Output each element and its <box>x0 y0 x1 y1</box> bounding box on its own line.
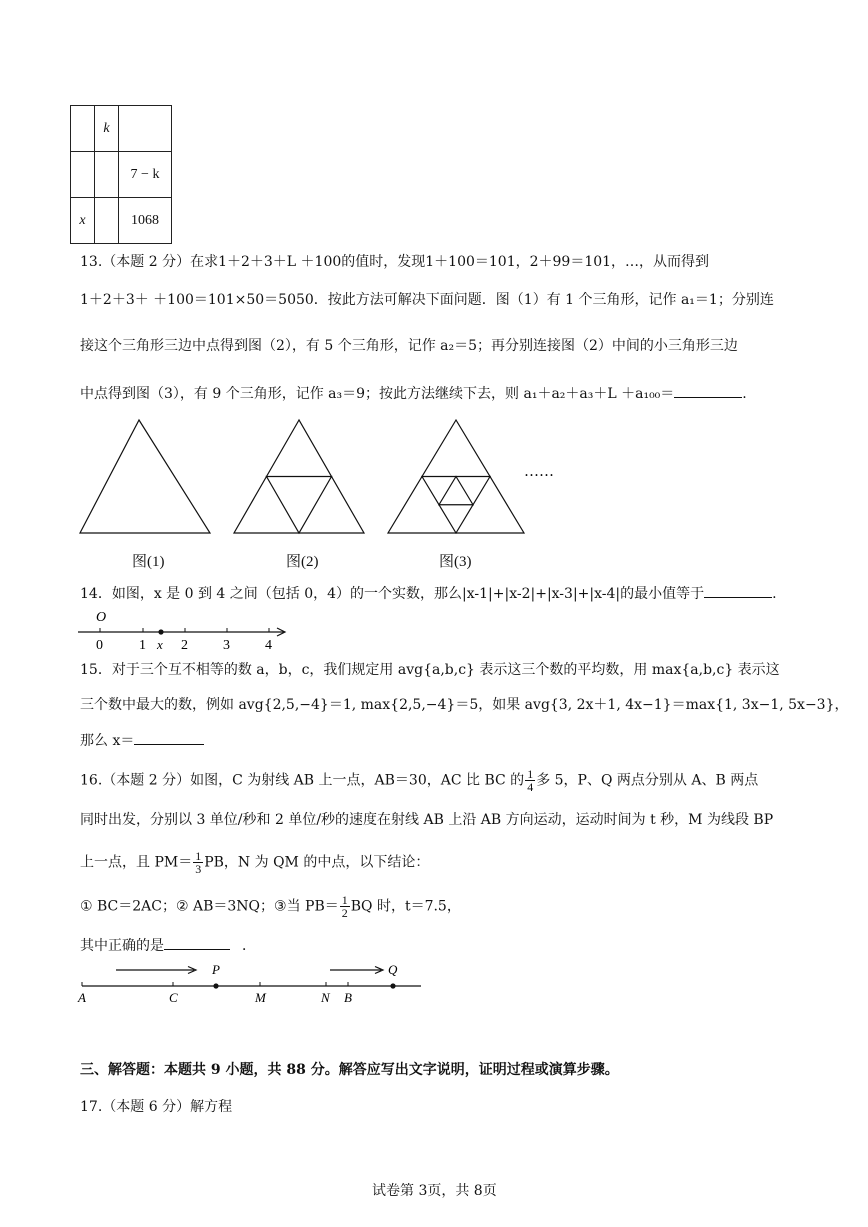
q16-line-4-b: BQ 时，t＝7.5， <box>350 898 461 915</box>
tick-label: 3 <box>223 638 230 652</box>
table-cell: k <box>95 106 119 152</box>
fraction-one-half <box>340 894 350 919</box>
answer-table <box>70 105 172 244</box>
fraction-one-quarter <box>525 768 535 793</box>
tick-label: 2 <box>181 638 188 652</box>
triangle-figures <box>70 415 590 545</box>
q15-line-3-text: 那么 x＝ <box>80 733 135 749</box>
q16-line-4-a: ① BC＝2AC；② AB＝3NQ；③当 PB＝ <box>80 898 339 915</box>
section-3-heading: 三、解答题：本题共 9 小题，共 88 分。解答应写出文字说明，证明过程或演算步骤。 <box>80 1062 619 1078</box>
page-footer: 试卷第 3页，共 8页 <box>372 1183 497 1199</box>
table-cell <box>71 152 95 198</box>
label-m: M <box>255 990 266 1005</box>
q16-line-3-b: PB，N 为 QM 的中点，以下结论： <box>204 854 430 871</box>
point-q <box>390 983 395 988</box>
q15-line-1: 15．对于三个互不相等的数 a，b，c，我们规定用 avg{a,b,c} 表示这三个数的平均数，用 max{a,b,c} 表示这 <box>80 662 780 678</box>
q16-line-1-b: 多 5，P、Q 两点分别从 A、B 两点 <box>536 772 759 789</box>
table-cell <box>71 106 95 152</box>
q16-line-5-end: ． <box>242 938 256 954</box>
table-cell <box>95 152 119 198</box>
q13-line-4-end: . <box>742 386 747 402</box>
tick-label: 0 <box>96 638 103 652</box>
q14-end: . <box>772 586 777 602</box>
number-line <box>76 604 296 652</box>
q16-line-3 <box>80 850 429 875</box>
q16-line-1-a: 16.（本题 2 分）如图，C 为射线 AB 上一点，AB＝30，AC 比 BC 的 <box>80 772 525 789</box>
fraction-numerator: 1 <box>527 767 534 781</box>
label-b: B <box>344 990 352 1005</box>
q13-line-4-text: 中点得到图（3），有 9 个三角形，记作 a₃＝9；按此方法继续下去，则 a₁＋a₂＋a₃＋L ＋a₁₀₀＝ <box>80 386 675 402</box>
fig-2-caption: 图(2) <box>286 554 319 570</box>
label-a: A <box>78 990 86 1005</box>
q13-line-1: 13.（本题 2 分）在求1＋2＋3＋L ＋100的值时，发现1＋100＝101，2＋99＝101，…，从而得到 <box>80 254 710 270</box>
point-x-label: x <box>157 637 163 652</box>
fraction-numerator: 1 <box>195 849 202 863</box>
label-q: Q <box>388 962 398 977</box>
q16-line-2: 同时出发，分别以 3 单位/秒和 2 单位/秒的速度在射线 AB 上沿 AB 方向运动，运动时间为 t 秒，M 为线段 BP <box>80 812 774 828</box>
answer-blank <box>704 583 772 598</box>
table-cell <box>95 198 119 244</box>
q16-line-5 <box>80 935 256 956</box>
fraction-denominator: 2 <box>341 906 348 920</box>
q14-text <box>80 583 777 604</box>
point-x <box>158 629 163 634</box>
triangle-fig-3 <box>388 420 524 533</box>
tick-label: 1 <box>139 638 146 652</box>
table-cell: 1068 <box>119 198 172 244</box>
q16-line-4 <box>80 894 461 919</box>
table-cell: 7 − k <box>119 152 172 198</box>
answer-blank <box>164 935 230 950</box>
triangle-fig-2 <box>234 420 364 533</box>
ray-diagram <box>76 958 426 1006</box>
table-cell: x <box>71 198 95 244</box>
table-row <box>71 106 172 152</box>
table-cell <box>119 106 172 152</box>
label-n: N <box>321 990 330 1005</box>
q16-line-1 <box>80 768 758 793</box>
origin-label: O <box>96 610 107 625</box>
fig-1-caption: 图(1) <box>132 554 165 570</box>
q16-line-5-text: 其中正确的是 <box>80 938 164 954</box>
label-c: C <box>169 990 178 1005</box>
q13-line-2: 1＋2＋3＋ ＋100＝101×50＝5050．按此方法可解决下面问题．图（1）有 1 个三角形，记作 a₁＝1；分别连 <box>80 292 774 308</box>
fraction-denominator: 3 <box>195 862 202 876</box>
fig-3-caption: 图(3) <box>439 554 472 570</box>
q17-text: 17.（本题 6 分）解方程 <box>80 1099 233 1115</box>
continuation-dots: …… <box>524 462 554 480</box>
answer-blank <box>674 383 742 398</box>
table-row <box>71 152 172 198</box>
q13-line-3: 接这个三角形三边中点得到图（2），有 5 个三角形，记作 a₂＝5；再分别连接图（2）中间的小三角形三边 <box>80 338 738 354</box>
point-p <box>213 983 218 988</box>
q16-line-3-a: 上一点，且 PM＝ <box>80 854 193 871</box>
fraction-one-third <box>193 850 203 875</box>
tick-label: 4 <box>265 638 272 652</box>
q14-question: 14．如图，x 是 0 到 4 之间（包括 0，4）的一个实数，那么|x-1|+|x-2|+|x-3|+|x-4|的最小值等于 <box>80 586 705 602</box>
q15-line-3 <box>80 730 204 751</box>
answer-blank <box>134 730 204 745</box>
q13-line-4 <box>80 383 747 404</box>
fraction-numerator: 1 <box>341 893 348 907</box>
fraction-denominator: 4 <box>527 780 534 794</box>
table-row <box>71 198 172 244</box>
q15-line-2: 三个数中最大的数，例如 avg{2,5,−4}＝1, max{2,5,−4}＝5，如果 avg{3, 2x＋1, 4x−1}＝max{1, 3x−1, 5x−3}， <box>80 697 849 713</box>
triangle-fig-1 <box>80 420 210 533</box>
label-p: P <box>212 962 220 977</box>
